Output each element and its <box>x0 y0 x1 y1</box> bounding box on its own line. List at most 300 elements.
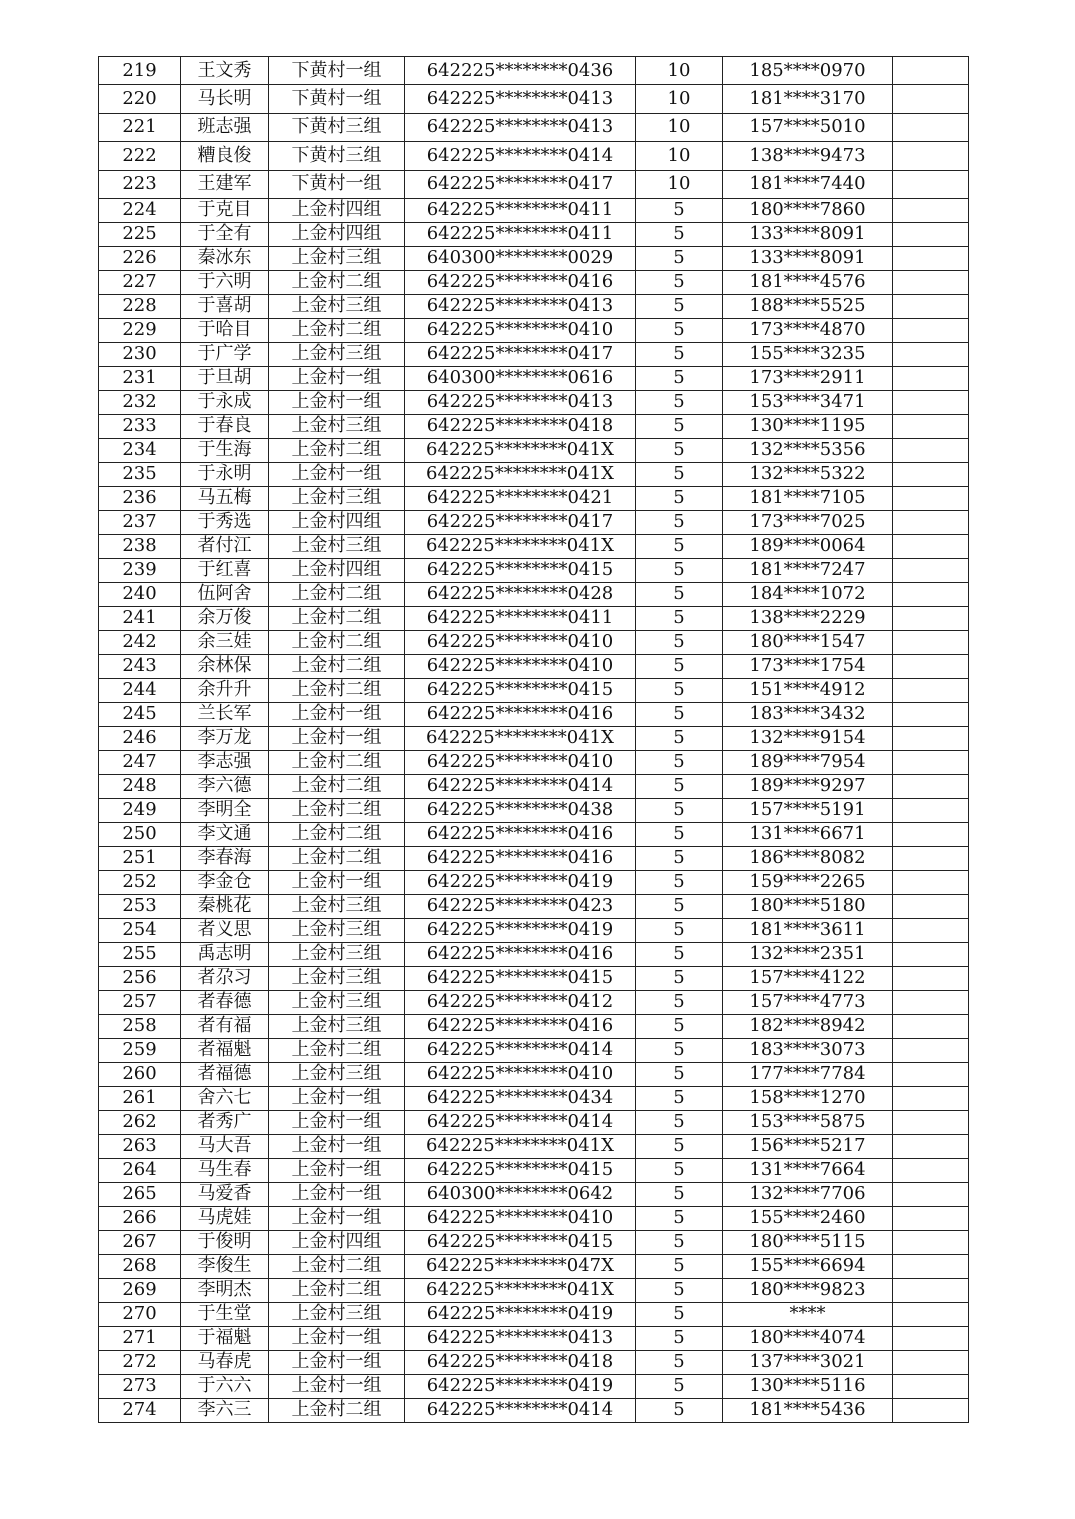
id-number-cell: 642225********0428 <box>405 582 636 606</box>
village-group-cell: 上金村一组 <box>269 366 405 390</box>
village-group-cell: 上金村三组 <box>269 1302 405 1326</box>
id-number-cell: 642225********0414 <box>405 1398 636 1422</box>
amount-cell: 5 <box>636 822 723 846</box>
name-cell: 于六明 <box>181 270 269 294</box>
table-row <box>99 750 969 774</box>
phone-cell: 138****9473 <box>723 142 893 170</box>
phone-cell: 181****4576 <box>723 270 893 294</box>
amount-cell: 5 <box>636 1086 723 1110</box>
amount-cell: 5 <box>636 198 723 222</box>
name-cell: 马生春 <box>181 1158 269 1182</box>
remark-cell <box>893 85 969 113</box>
amount-cell: 10 <box>636 142 723 170</box>
table-row <box>99 510 969 534</box>
amount-cell: 5 <box>636 1062 723 1086</box>
name-cell: 于春良 <box>181 414 269 438</box>
remark-cell <box>893 1254 969 1278</box>
village-group-cell: 上金村二组 <box>269 654 405 678</box>
amount-cell: 5 <box>636 1374 723 1398</box>
id-number-cell: 642225********0414 <box>405 774 636 798</box>
phone-cell: 132****2351 <box>723 942 893 966</box>
amount-cell: 5 <box>636 390 723 414</box>
table-row <box>99 1350 969 1374</box>
name-cell: 于俊明 <box>181 1230 269 1254</box>
id-number-cell: 642225********0410 <box>405 750 636 774</box>
amount-cell: 5 <box>636 918 723 942</box>
phone-cell: 183****3073 <box>723 1038 893 1062</box>
table-row <box>99 294 969 318</box>
table-body <box>99 57 969 1423</box>
table-row <box>99 366 969 390</box>
id-number-cell: 642225********0415 <box>405 966 636 990</box>
phone-cell: 177****7784 <box>723 1062 893 1086</box>
remark-cell <box>893 894 969 918</box>
amount-cell: 5 <box>636 606 723 630</box>
table-row <box>99 1158 969 1182</box>
amount-cell: 5 <box>636 342 723 366</box>
id-number-cell: 640300********0642 <box>405 1182 636 1206</box>
row-number-cell: 260 <box>99 1062 181 1086</box>
row-number-cell: 241 <box>99 606 181 630</box>
table-row <box>99 582 969 606</box>
village-group-cell: 上金村一组 <box>269 1374 405 1398</box>
table-row <box>99 414 969 438</box>
phone-cell: 180****1547 <box>723 630 893 654</box>
id-number-cell: 642225********0413 <box>405 294 636 318</box>
table-row <box>99 822 969 846</box>
phone-cell: 159****2265 <box>723 870 893 894</box>
phone-cell: 158****1270 <box>723 1086 893 1110</box>
village-group-cell: 上金村三组 <box>269 918 405 942</box>
name-cell: 班志强 <box>181 113 269 141</box>
remark-cell <box>893 1134 969 1158</box>
village-group-cell: 下黄村三组 <box>269 142 405 170</box>
remark-cell <box>893 1374 969 1398</box>
remark-cell <box>893 1014 969 1038</box>
table-row <box>99 846 969 870</box>
phone-cell: 173****1754 <box>723 654 893 678</box>
row-number-cell: 227 <box>99 270 181 294</box>
id-number-cell: 642225********0415 <box>405 1158 636 1182</box>
phone-cell: 189****0064 <box>723 534 893 558</box>
name-cell: 于永成 <box>181 390 269 414</box>
village-group-cell: 上金村三组 <box>269 414 405 438</box>
amount-cell: 5 <box>636 1182 723 1206</box>
village-group-cell: 上金村四组 <box>269 558 405 582</box>
table-row <box>99 270 969 294</box>
name-cell: 者付江 <box>181 534 269 558</box>
remark-cell <box>893 1302 969 1326</box>
row-number-cell: 221 <box>99 113 181 141</box>
amount-cell: 5 <box>636 534 723 558</box>
table-row <box>99 246 969 270</box>
table-row <box>99 113 969 141</box>
village-group-cell: 上金村三组 <box>269 894 405 918</box>
id-number-cell: 642225********0413 <box>405 85 636 113</box>
phone-cell: 138****2229 <box>723 606 893 630</box>
id-number-cell: 642225********041X <box>405 1278 636 1302</box>
village-group-cell: 上金村二组 <box>269 582 405 606</box>
row-number-cell: 231 <box>99 366 181 390</box>
row-number-cell: 230 <box>99 342 181 366</box>
name-cell: 马爱香 <box>181 1182 269 1206</box>
row-number-cell: 250 <box>99 822 181 846</box>
id-number-cell: 642225********0413 <box>405 113 636 141</box>
id-number-cell: 642225********041X <box>405 534 636 558</box>
table-row <box>99 534 969 558</box>
name-cell: 者福魁 <box>181 1038 269 1062</box>
name-cell: 于六六 <box>181 1374 269 1398</box>
amount-cell: 5 <box>636 414 723 438</box>
row-number-cell: 243 <box>99 654 181 678</box>
remark-cell <box>893 846 969 870</box>
phone-cell: 183****3432 <box>723 702 893 726</box>
remark-cell <box>893 966 969 990</box>
phone-cell: 180****7860 <box>723 198 893 222</box>
amount-cell: 5 <box>636 798 723 822</box>
amount-cell: 5 <box>636 270 723 294</box>
remark-cell <box>893 486 969 510</box>
name-cell: 舍六七 <box>181 1086 269 1110</box>
table-row <box>99 1014 969 1038</box>
row-number-cell: 254 <box>99 918 181 942</box>
village-group-cell: 上金村二组 <box>269 270 405 294</box>
village-group-cell: 上金村三组 <box>269 246 405 270</box>
remark-cell <box>893 774 969 798</box>
phone-cell: 131****6671 <box>723 822 893 846</box>
village-group-cell: 上金村四组 <box>269 198 405 222</box>
phone-cell: 189****7954 <box>723 750 893 774</box>
village-group-cell: 上金村一组 <box>269 702 405 726</box>
amount-cell: 5 <box>636 486 723 510</box>
row-number-cell: 249 <box>99 798 181 822</box>
name-cell: 于生堂 <box>181 1302 269 1326</box>
id-number-cell: 642225********0410 <box>405 1206 636 1230</box>
id-number-cell: 642225********0418 <box>405 414 636 438</box>
remark-cell <box>893 534 969 558</box>
id-number-cell: 642225********0417 <box>405 510 636 534</box>
table-row <box>99 1038 969 1062</box>
id-number-cell: 642225********0415 <box>405 1230 636 1254</box>
id-number-cell: 642225********0416 <box>405 942 636 966</box>
phone-cell: 133****8091 <box>723 246 893 270</box>
amount-cell: 5 <box>636 1110 723 1134</box>
phone-cell: 153****5875 <box>723 1110 893 1134</box>
row-number-cell: 223 <box>99 170 181 198</box>
name-cell: 糟良俊 <box>181 142 269 170</box>
village-group-cell: 下黄村一组 <box>269 170 405 198</box>
remark-cell <box>893 1230 969 1254</box>
village-group-cell: 上金村四组 <box>269 1230 405 1254</box>
row-number-cell: 273 <box>99 1374 181 1398</box>
phone-cell: 181****7105 <box>723 486 893 510</box>
remark-cell <box>893 113 969 141</box>
name-cell: 于永明 <box>181 462 269 486</box>
phone-cell: 155****2460 <box>723 1206 893 1230</box>
id-number-cell: 642225********0423 <box>405 894 636 918</box>
id-number-cell: 642225********0410 <box>405 630 636 654</box>
name-cell: 禹志明 <box>181 942 269 966</box>
remark-cell <box>893 1278 969 1302</box>
remark-cell <box>893 726 969 750</box>
name-cell: 李志强 <box>181 750 269 774</box>
remark-cell <box>893 57 969 85</box>
remark-cell <box>893 990 969 1014</box>
remark-cell <box>893 510 969 534</box>
table-row <box>99 170 969 198</box>
table-row <box>99 142 969 170</box>
table-row <box>99 1374 969 1398</box>
remark-cell <box>893 198 969 222</box>
remark-cell <box>893 222 969 246</box>
table-row <box>99 1278 969 1302</box>
amount-cell: 5 <box>636 462 723 486</box>
village-group-cell: 下黄村一组 <box>269 57 405 85</box>
id-number-cell: 642225********0419 <box>405 870 636 894</box>
row-number-cell: 272 <box>99 1350 181 1374</box>
id-number-cell: 642225********0413 <box>405 1326 636 1350</box>
row-number-cell: 219 <box>99 57 181 85</box>
table-row <box>99 1134 969 1158</box>
table-row <box>99 198 969 222</box>
row-number-cell: 240 <box>99 582 181 606</box>
name-cell: 者秀广 <box>181 1110 269 1134</box>
phone-cell: 131****7664 <box>723 1158 893 1182</box>
amount-cell: 5 <box>636 222 723 246</box>
village-group-cell: 上金村三组 <box>269 534 405 558</box>
row-number-cell: 224 <box>99 198 181 222</box>
id-number-cell: 642225********0411 <box>405 222 636 246</box>
name-cell: 者有福 <box>181 1014 269 1038</box>
table-row <box>99 486 969 510</box>
village-group-cell: 上金村二组 <box>269 822 405 846</box>
village-group-cell: 上金村一组 <box>269 1134 405 1158</box>
village-group-cell: 上金村二组 <box>269 1038 405 1062</box>
row-number-cell: 247 <box>99 750 181 774</box>
table-row <box>99 966 969 990</box>
village-group-cell: 上金村二组 <box>269 846 405 870</box>
name-cell: 者义思 <box>181 918 269 942</box>
remark-cell <box>893 606 969 630</box>
amount-cell: 5 <box>636 894 723 918</box>
name-cell: 于广学 <box>181 342 269 366</box>
amount-cell: 5 <box>636 630 723 654</box>
name-cell: 于克目 <box>181 198 269 222</box>
remark-cell <box>893 918 969 942</box>
name-cell: 李春海 <box>181 846 269 870</box>
village-group-cell: 上金村二组 <box>269 606 405 630</box>
phone-cell: 155****6694 <box>723 1254 893 1278</box>
table-row <box>99 222 969 246</box>
amount-cell: 5 <box>636 510 723 534</box>
amount-cell: 5 <box>636 942 723 966</box>
remark-cell <box>893 390 969 414</box>
phone-cell: 185****0970 <box>723 57 893 85</box>
table-row <box>99 1302 969 1326</box>
table-row <box>99 678 969 702</box>
id-number-cell: 642225********0412 <box>405 990 636 1014</box>
table-row <box>99 558 969 582</box>
village-group-cell: 上金村二组 <box>269 1254 405 1278</box>
village-group-cell: 上金村二组 <box>269 678 405 702</box>
id-number-cell: 642225********0410 <box>405 318 636 342</box>
amount-cell: 5 <box>636 438 723 462</box>
amount-cell: 5 <box>636 1350 723 1374</box>
row-number-cell: 251 <box>99 846 181 870</box>
id-number-cell: 642225********0419 <box>405 918 636 942</box>
phone-cell: 181****3170 <box>723 85 893 113</box>
table-row <box>99 462 969 486</box>
name-cell: 秦冰东 <box>181 246 269 270</box>
phone-cell: 186****8082 <box>723 846 893 870</box>
remark-cell <box>893 318 969 342</box>
amount-cell: 5 <box>636 582 723 606</box>
row-number-cell: 268 <box>99 1254 181 1278</box>
row-number-cell: 236 <box>99 486 181 510</box>
name-cell: 秦桃花 <box>181 894 269 918</box>
name-cell: 于旦胡 <box>181 366 269 390</box>
table-row <box>99 1398 969 1422</box>
name-cell: 李明全 <box>181 798 269 822</box>
amount-cell: 10 <box>636 113 723 141</box>
remark-cell <box>893 142 969 170</box>
village-group-cell: 上金村一组 <box>269 726 405 750</box>
id-number-cell: 642225********0414 <box>405 1038 636 1062</box>
name-cell: 李明杰 <box>181 1278 269 1302</box>
beneficiary-table <box>98 56 969 1423</box>
id-number-cell: 642225********0419 <box>405 1302 636 1326</box>
remark-cell <box>893 1038 969 1062</box>
phone-cell: 132****9154 <box>723 726 893 750</box>
village-group-cell: 上金村三组 <box>269 486 405 510</box>
row-number-cell: 245 <box>99 702 181 726</box>
amount-cell: 5 <box>636 870 723 894</box>
amount-cell: 5 <box>636 846 723 870</box>
table-row <box>99 654 969 678</box>
phone-cell: 157****5010 <box>723 113 893 141</box>
row-number-cell: 269 <box>99 1278 181 1302</box>
phone-cell: 130****1195 <box>723 414 893 438</box>
name-cell: 王文秀 <box>181 57 269 85</box>
village-group-cell: 上金村一组 <box>269 1182 405 1206</box>
village-group-cell: 上金村一组 <box>269 1350 405 1374</box>
table-row <box>99 918 969 942</box>
table-row <box>99 57 969 85</box>
amount-cell: 5 <box>636 1278 723 1302</box>
table-row <box>99 318 969 342</box>
remark-cell <box>893 246 969 270</box>
name-cell: 伍阿舍 <box>181 582 269 606</box>
name-cell: 于喜胡 <box>181 294 269 318</box>
row-number-cell: 242 <box>99 630 181 654</box>
id-number-cell: 642225********0414 <box>405 142 636 170</box>
amount-cell: 10 <box>636 85 723 113</box>
table-row <box>99 942 969 966</box>
id-number-cell: 642225********0416 <box>405 822 636 846</box>
table-row <box>99 1182 969 1206</box>
remark-cell <box>893 822 969 846</box>
id-number-cell: 642225********041X <box>405 1134 636 1158</box>
amount-cell: 5 <box>636 726 723 750</box>
amount-cell: 5 <box>636 966 723 990</box>
row-number-cell: 270 <box>99 1302 181 1326</box>
amount-cell: 5 <box>636 774 723 798</box>
table-row <box>99 606 969 630</box>
name-cell: 于全有 <box>181 222 269 246</box>
id-number-cell: 642225********0417 <box>405 342 636 366</box>
row-number-cell: 262 <box>99 1110 181 1134</box>
phone-cell: 132****7706 <box>723 1182 893 1206</box>
phone-cell: **** <box>723 1302 893 1326</box>
amount-cell: 5 <box>636 294 723 318</box>
table-row <box>99 438 969 462</box>
amount-cell: 5 <box>636 1230 723 1254</box>
amount-cell: 5 <box>636 1398 723 1422</box>
village-group-cell: 上金村三组 <box>269 342 405 366</box>
name-cell: 马五梅 <box>181 486 269 510</box>
phone-cell: 180****4074 <box>723 1326 893 1350</box>
row-number-cell: 220 <box>99 85 181 113</box>
name-cell: 于福魁 <box>181 1326 269 1350</box>
row-number-cell: 239 <box>99 558 181 582</box>
table-row <box>99 1110 969 1134</box>
id-number-cell: 642225********0411 <box>405 198 636 222</box>
phone-cell: 151****4912 <box>723 678 893 702</box>
id-number-cell: 642225********0418 <box>405 1350 636 1374</box>
village-group-cell: 上金村二组 <box>269 774 405 798</box>
table-row <box>99 894 969 918</box>
village-group-cell: 上金村二组 <box>269 750 405 774</box>
remark-cell <box>893 270 969 294</box>
remark-cell <box>893 1110 969 1134</box>
row-number-cell: 222 <box>99 142 181 170</box>
amount-cell: 5 <box>636 1302 723 1326</box>
phone-cell: 157****5191 <box>723 798 893 822</box>
village-group-cell: 上金村二组 <box>269 438 405 462</box>
row-number-cell: 256 <box>99 966 181 990</box>
name-cell: 李万龙 <box>181 726 269 750</box>
amount-cell: 5 <box>636 558 723 582</box>
remark-cell <box>893 702 969 726</box>
id-number-cell: 642225********0414 <box>405 1110 636 1134</box>
remark-cell <box>893 462 969 486</box>
remark-cell <box>893 342 969 366</box>
row-number-cell: 246 <box>99 726 181 750</box>
remark-cell <box>893 1086 969 1110</box>
table-row <box>99 1254 969 1278</box>
phone-cell: 132****5322 <box>723 462 893 486</box>
row-number-cell: 248 <box>99 774 181 798</box>
village-group-cell: 下黄村一组 <box>269 85 405 113</box>
village-group-cell: 上金村二组 <box>269 1398 405 1422</box>
row-number-cell: 258 <box>99 1014 181 1038</box>
name-cell: 余万俊 <box>181 606 269 630</box>
phone-cell: 181****7247 <box>723 558 893 582</box>
village-group-cell: 上金村三组 <box>269 990 405 1014</box>
phone-cell: 153****3471 <box>723 390 893 414</box>
name-cell: 李金仓 <box>181 870 269 894</box>
village-group-cell: 上金村一组 <box>269 1206 405 1230</box>
phone-cell: 157****4122 <box>723 966 893 990</box>
phone-cell: 181****7440 <box>723 170 893 198</box>
row-number-cell: 232 <box>99 390 181 414</box>
remark-cell <box>893 654 969 678</box>
remark-cell <box>893 366 969 390</box>
id-number-cell: 642225********0416 <box>405 270 636 294</box>
village-group-cell: 上金村一组 <box>269 1326 405 1350</box>
id-number-cell: 640300********0029 <box>405 246 636 270</box>
phone-cell: 132****5356 <box>723 438 893 462</box>
